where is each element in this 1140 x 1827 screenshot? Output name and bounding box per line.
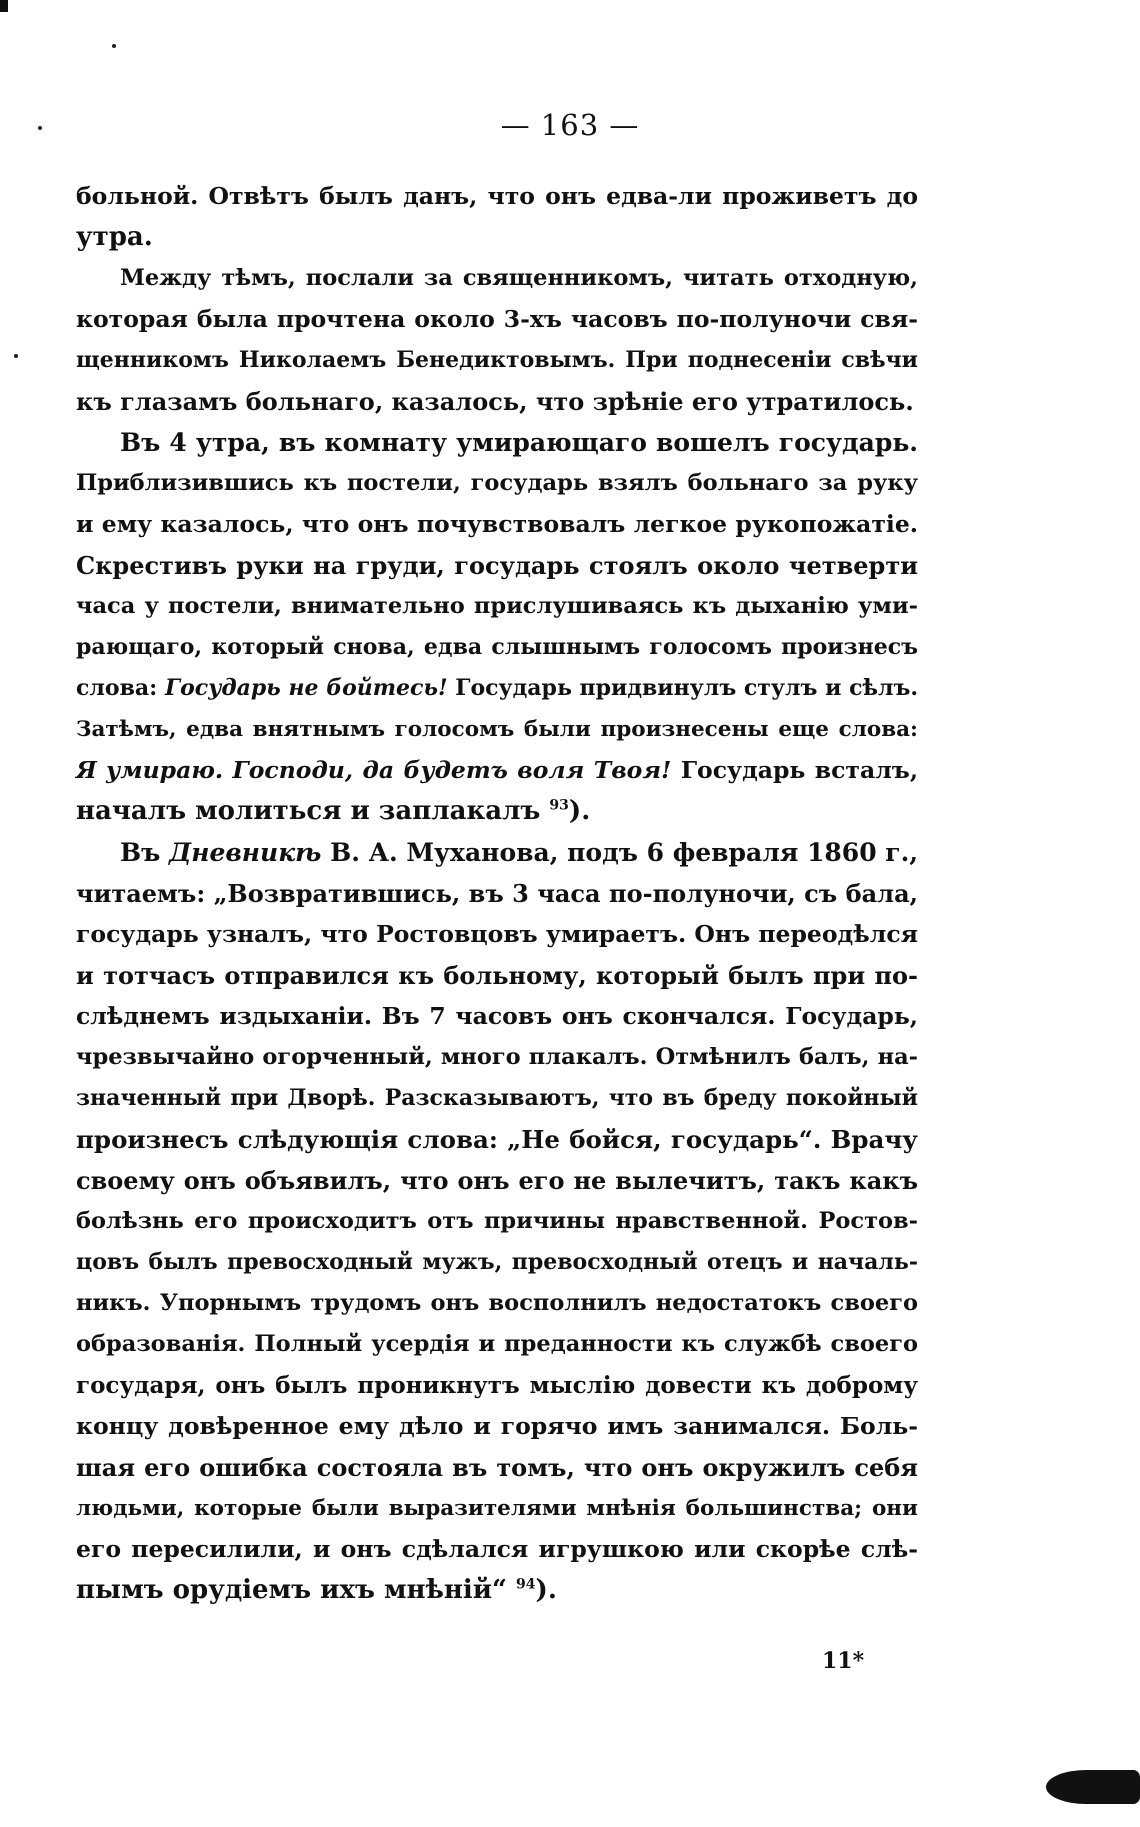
- text-line: рающаго, который снова, едва слышнымъ голосомъ произнесъ: [76, 634, 918, 660]
- text-line: значенный при Дворѣ. Разсказываютъ, что въ бреду покойный: [76, 1085, 918, 1111]
- text-segment: Государь придвинулъ стулъ и сѣлъ.: [447, 675, 918, 701]
- scan-edge-artifact: [1046, 1770, 1140, 1804]
- text-line: Между тѣмъ, послали за священникомъ, читать отходную,: [120, 265, 918, 291]
- text-line: и тотчасъ отправился къ больному, который былъ при по-: [76, 961, 918, 990]
- text-line: читаемъ: „Возвратившись, въ 3 часа по-полуночи, съ бала,: [76, 879, 918, 908]
- scan-speck: [14, 354, 18, 358]
- text-line: щенникомъ Николаемъ Бенедиктовымъ. При поднесеніи свѣчи: [76, 347, 918, 373]
- text-line: которая была прочтена около 3-хъ часовъ по-полуночи свя-: [76, 305, 918, 333]
- text-segment: В. А. Муханова, подъ 6 февраля 1860 г.,: [321, 838, 919, 867]
- text-line: [76, 1570, 918, 1611]
- page-number-header: — 163 —: [500, 108, 640, 142]
- scan-speck: [112, 44, 116, 48]
- text-line: чрезвычайно огорченный, много плакалъ. Отмѣнилъ балъ, на-: [76, 1044, 918, 1070]
- scan-corner-mark: [0, 0, 8, 12]
- text-line: образованія. Полный усердія и преданности къ службѣ своего: [76, 1331, 918, 1357]
- footnote-ref: 94: [516, 1576, 536, 1593]
- text-segment: Въ: [120, 838, 170, 867]
- text-line: слѣднемъ издыханіи. Въ 7 часовъ онъ скончался. Государь,: [76, 1002, 918, 1030]
- text-line: произнесъ слѣдующія слова: „Не бойся, государь“. Врачу: [76, 1125, 918, 1154]
- text-line: никъ. Упорнымъ трудомъ онъ восполнилъ недостатокъ своего: [76, 1290, 918, 1316]
- text-line: государя, онъ былъ проникнутъ мыслію довести къ доброму: [76, 1372, 918, 1399]
- text-line: Приблизившись къ постели, государь взялъ больнаго за руку: [76, 470, 918, 496]
- italic-phrase: Государь не бойтесь!: [164, 675, 448, 701]
- text-line: [76, 750, 918, 791]
- footnote-ref: 93: [549, 797, 569, 814]
- text-line: [76, 832, 918, 873]
- text-line: болѣзнь его происходитъ отъ причины нравственной. Ростов-: [76, 1208, 918, 1234]
- text-line: [76, 791, 918, 832]
- text-line: Скрестивъ руки на груди, государь стоялъ около четверти: [76, 551, 918, 580]
- text-line: Затѣмъ, едва внятнымъ голосомъ были произнесены еще слова:: [76, 717, 918, 742]
- text-segment: слова:: [76, 675, 165, 701]
- text-line: и ему казалось, что онъ почувствовалъ легкое рукопожатіе.: [76, 510, 918, 538]
- text-segment: пымъ орудіемъ ихъ мнѣній“: [76, 1575, 517, 1605]
- text-line: больной. Отвѣтъ былъ данъ, что онъ едва-ли проживетъ до: [76, 182, 918, 210]
- text-segment: ).: [568, 796, 591, 826]
- text-segment: ).: [535, 1575, 557, 1605]
- text-line: часа у постели, внимательно прислушиваясь къ дыханію уми-: [76, 593, 918, 619]
- text-line: шая его ошибка состояла въ томъ, что онъ окружилъ себя: [76, 1453, 918, 1482]
- text-line: его пересилили, и онъ сдѣлался игрушкою или скорѣе слѣ-: [76, 1535, 918, 1563]
- text-line: къ глазамъ больнаго, казалось, что зрѣніе его утратилось.: [76, 387, 914, 416]
- text-line: [76, 668, 918, 709]
- text-line: людьми, которые были выразителями мнѣнія большинства; они: [76, 1496, 918, 1521]
- italic-phrase: Я умираю. Господи, да будетъ воля Твоя!: [76, 756, 672, 784]
- text-line: цовъ былъ превосходный мужъ, превосходный отецъ и началь-: [76, 1249, 918, 1275]
- text-line: государь узналъ, что Ростовцовъ умираетъ. Онъ переодѣлся: [76, 920, 918, 948]
- text-line: Въ 4 утра, въ комнату умирающаго вошелъ государь.: [120, 428, 918, 457]
- body-text: [76, 176, 918, 1611]
- text-segment: началъ молиться и заплакалъ: [76, 796, 550, 826]
- text-line: утра.: [76, 222, 153, 252]
- text-line: концу довѣренное ему дѣло и горячо имъ занимался. Боль-: [76, 1412, 918, 1440]
- printer-signature-mark: 11*: [822, 1648, 865, 1674]
- italic-phrase: Дневникѣ: [169, 838, 322, 867]
- text-segment: Государь всталъ,: [671, 756, 918, 784]
- text-line: своему онъ объявилъ, что онъ его не вылечитъ, такъ какъ: [76, 1166, 918, 1195]
